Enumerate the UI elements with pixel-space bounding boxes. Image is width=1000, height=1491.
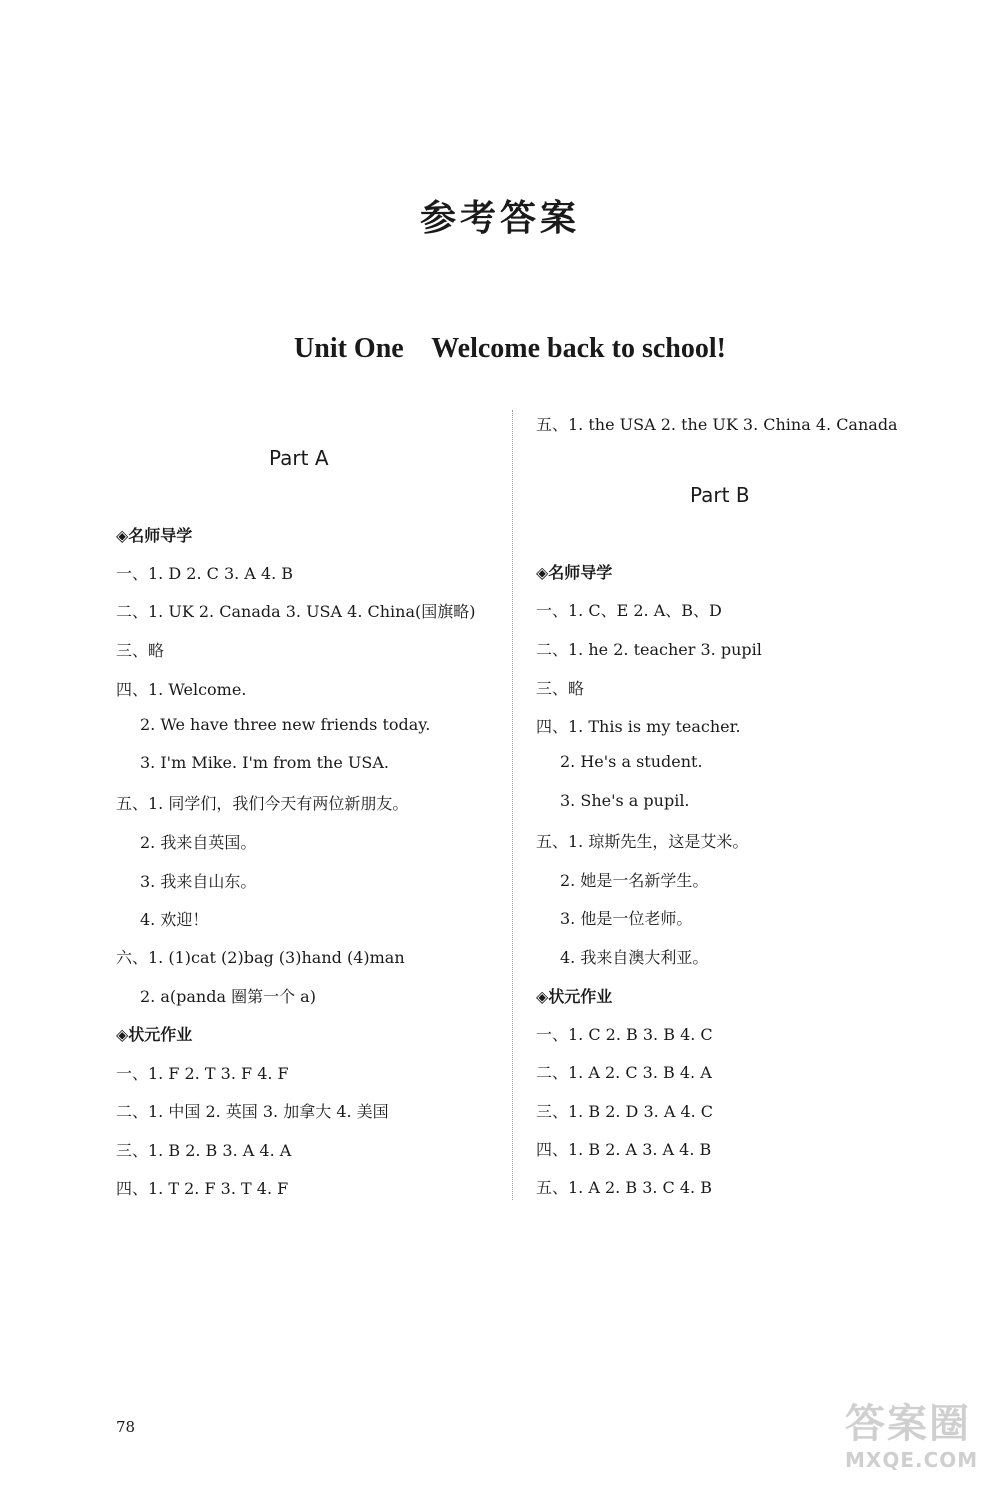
answer-line: 2. a(panda 圈第一个 a) — [140, 987, 316, 1006]
section-heading: ◈名师导学 — [536, 563, 613, 582]
section-heading: ◈状元作业 — [116, 1025, 193, 1044]
answer-line: 4. 我来自澳大利亚。 — [560, 948, 709, 967]
column-divider — [512, 410, 513, 1200]
watermark-logo: 答案圈 — [845, 1401, 971, 1447]
answer-line: 二、1. 中国 2. 英国 3. 加拿大 4. 美国 — [116, 1102, 389, 1121]
page-title: 参考答案 — [419, 197, 580, 239]
answer-line: 三、略 — [536, 679, 585, 698]
answer-line: 4. 欢迎！ — [140, 910, 209, 929]
answer-line: 一、1. F 2. T 3. F 4. F — [116, 1064, 289, 1083]
answer-line: 二、1. UK 2. Canada 3. USA 4. China(国旗略) — [116, 602, 476, 621]
answer-line: 三、略 — [116, 641, 165, 660]
section-heading: ◈名师导学 — [116, 526, 193, 545]
answer-line: 3. 他是一位老师。 — [560, 909, 693, 928]
answer-line: 3. She's a pupil. — [560, 791, 690, 810]
answer-line: 四、1. T 2. F 3. T 4. F — [116, 1179, 289, 1198]
unit-title: Unit One Welcome back to school! — [294, 333, 726, 364]
answer-line: 三、1. B 2. D 3. A 4. C — [536, 1102, 714, 1121]
answer-line: 一、1. D 2. C 3. A 4. B — [116, 564, 294, 583]
answer-line: 3. 我来自山东。 — [140, 872, 257, 891]
answer-line: 五、1. 琼斯先生，这是艾米。 — [536, 832, 749, 851]
answer-line: 3. I'm Mike. I'm from the USA. — [140, 753, 389, 772]
part-a-heading: Part A — [269, 446, 329, 470]
answer-line: 2. We have three new friends today. — [140, 715, 431, 734]
answer-line: 五、1. the USA 2. the UK 3. China 4. Canada — [536, 415, 898, 434]
section-heading: ◈状元作业 — [536, 987, 613, 1006]
page-number: 78 — [116, 1418, 136, 1436]
answer-line: 六、1. (1)cat (2)bag (3)hand (4)man — [116, 948, 405, 967]
answer-line: 2. 我来自英国。 — [140, 833, 257, 852]
watermark-site: MXQE.COM — [845, 1448, 979, 1472]
answer-line: 二、1. he 2. teacher 3. pupil — [536, 640, 762, 659]
answer-line: 三、1. B 2. B 3. A 4. A — [116, 1141, 292, 1160]
answer-line: 2. He's a student. — [560, 752, 703, 771]
watermark — [845, 1400, 995, 1485]
answer-line: 二、1. A 2. C 3. B 4. A — [536, 1063, 712, 1082]
answer-line: 五、1. A 2. B 3. C 4. B — [536, 1178, 712, 1197]
answer-line: 2. 她是一名新学生。 — [560, 871, 709, 890]
answer-line: 一、1. C 2. B 3. B 4. C — [536, 1025, 713, 1044]
answer-line: 四、1. B 2. A 3. A 4. B — [536, 1140, 712, 1159]
answer-line: 一、1. C、E 2. A、B、D — [536, 601, 722, 620]
part-b-heading: Part B — [690, 483, 750, 507]
answer-line: 四、1. This is my teacher. — [536, 717, 741, 736]
answer-line: 四、1. Welcome. — [116, 680, 247, 699]
answer-line: 五、1. 同学们，我们今天有两位新朋友。 — [116, 794, 409, 813]
